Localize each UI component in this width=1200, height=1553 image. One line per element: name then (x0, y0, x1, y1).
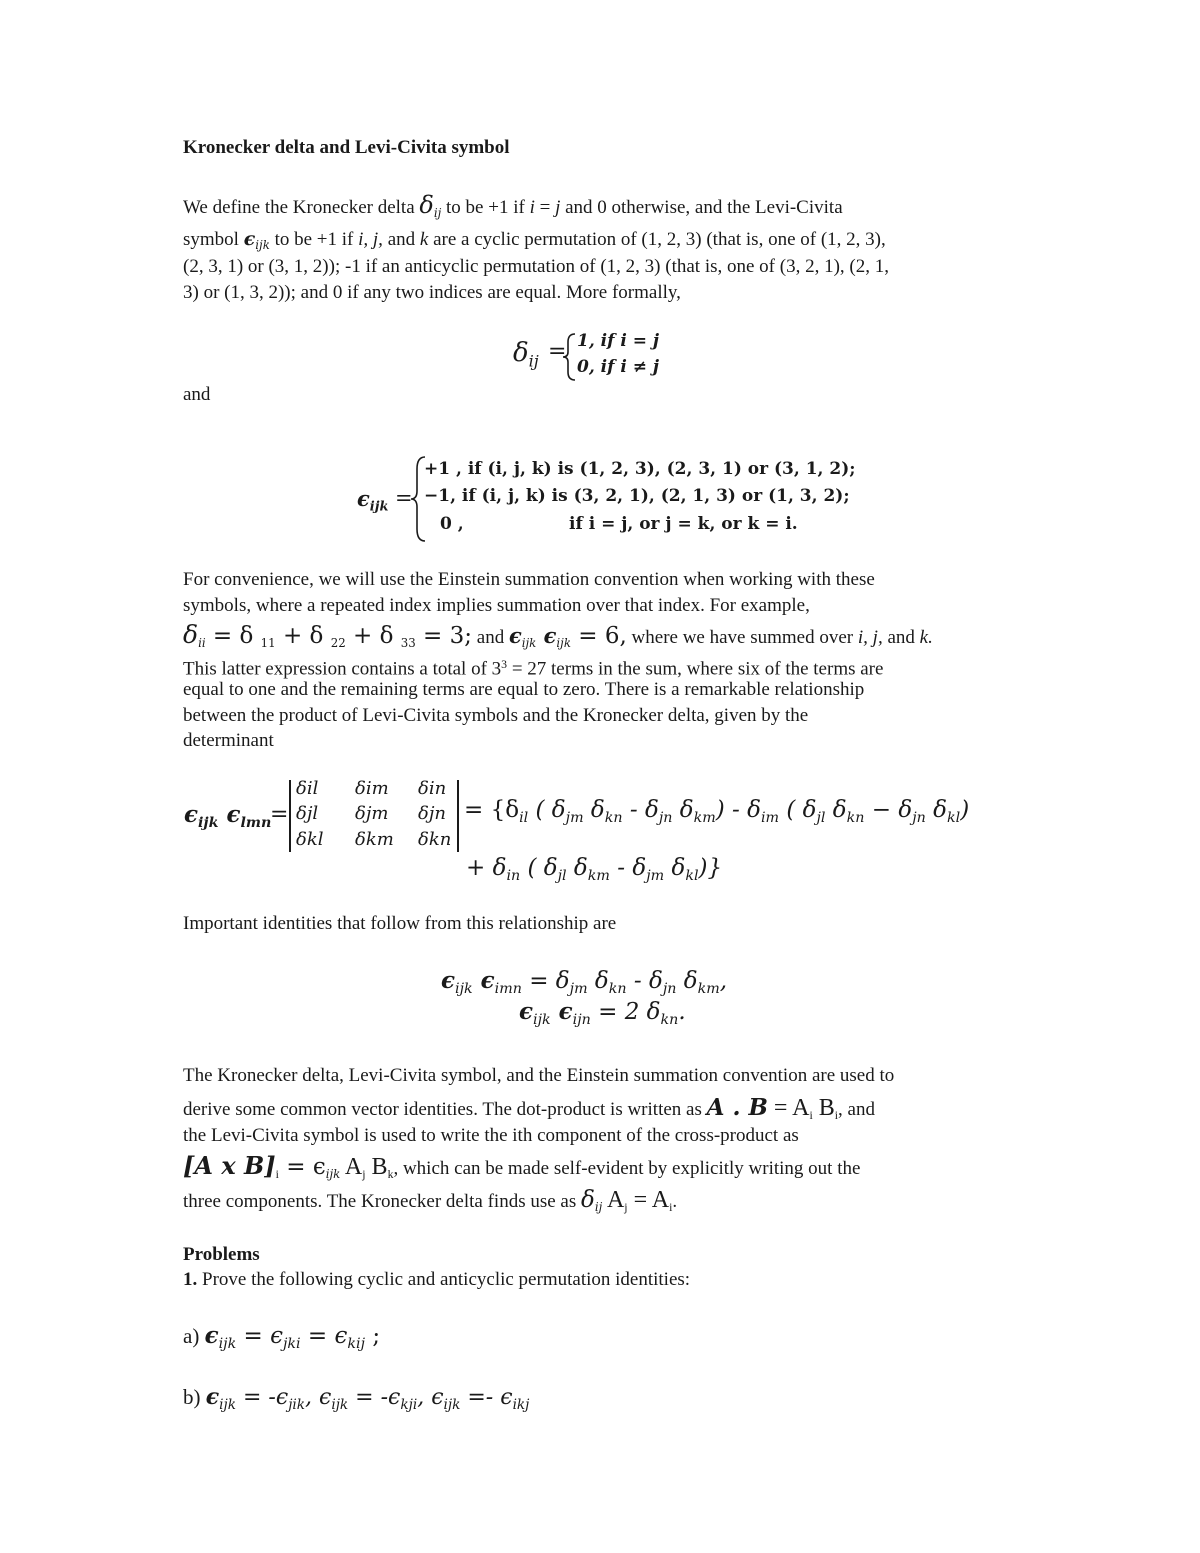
subscript: kji (400, 1396, 418, 1413)
eq1-brace (562, 332, 578, 382)
eq1-equals: = (548, 339, 567, 364)
subscript: ijk (198, 814, 219, 831)
text: to be +1 if (269, 229, 359, 250)
math: A (340, 1154, 363, 1180)
subscript: im (760, 809, 780, 826)
eq3-lhs (184, 801, 271, 831)
math: - δ (622, 797, 659, 823)
eq1-row1: 1, if i = j (577, 331, 660, 351)
subscript: in (506, 867, 521, 884)
math: = δ (521, 968, 570, 994)
var: i (529, 197, 535, 218)
epsilon-symbol: ϵ (519, 998, 534, 1025)
subscript: ijk (369, 499, 389, 515)
subscript: kn (846, 809, 865, 826)
summation-line-1: For convenience, we will use the Einstein summation convention when working with these (183, 569, 875, 590)
text: , and (838, 1099, 875, 1120)
math: − δ (864, 797, 913, 823)
epsilon-symbol: ϵ (472, 967, 495, 994)
subscript: ijk (556, 636, 571, 651)
item-label: b) (183, 1385, 206, 1409)
text: and (382, 229, 420, 250)
subscript: jn (912, 809, 926, 826)
delta-symbol: δ (581, 1187, 595, 1213)
subscript: km (693, 809, 716, 826)
subscript: i (809, 1109, 813, 1123)
math: B (812, 1095, 835, 1121)
text: Prove the following cyclic and anticyclic permutation identities: (197, 1269, 691, 1290)
subscript: il (519, 809, 529, 826)
subscript: ijk (455, 980, 473, 997)
subscript: jm (569, 980, 588, 997)
subscript: i (834, 1109, 839, 1123)
subscript: kn (660, 1011, 679, 1028)
subscript: jn (658, 809, 673, 826)
text: = 27 terms in the sum, where six of the terms are (507, 658, 884, 680)
text: This latter expression contains a total of 3 (183, 658, 502, 680)
item-label: a) (183, 1324, 205, 1348)
math: = A (767, 1095, 810, 1121)
math: δ (566, 855, 588, 881)
math: , ϵ (417, 1385, 444, 1410)
subscript: ijk (521, 636, 537, 651)
math: = -ϵ (348, 1385, 401, 1410)
math: + δ (275, 623, 331, 649)
subscript: i (669, 1201, 673, 1215)
text: to be +1 if (441, 197, 530, 218)
subscript: ii (198, 636, 206, 651)
subscript: jl (557, 867, 567, 884)
subscript: ijk (255, 238, 270, 253)
math: [A x B] (183, 1151, 276, 1180)
intro-line-4: 3) or (1, 3, 2)); and 0 if any two indices are equal. More formally, (183, 282, 681, 303)
subscript: kl (685, 867, 699, 884)
math: = ϵ (236, 1323, 283, 1349)
subscript: ijk (533, 1011, 551, 1028)
math: = 3; (415, 623, 473, 649)
subscript: jik (288, 1396, 306, 1413)
math: A . B (706, 1094, 768, 1121)
subscript: ij (594, 1200, 603, 1215)
text: and 0 otherwise, and the Levi-Civita (560, 197, 843, 218)
eq2-row2: −1, if (i, j, k) is (3, 2, 1), (2, 1, 3) or (1, 3, 2); (424, 486, 850, 506)
eq3-rhs-line-1 (464, 797, 969, 826)
epsilon-symbol: ϵ (441, 967, 456, 994)
subscript: ijk (331, 1396, 349, 1413)
epsilon-symbol: ϵ (204, 1322, 219, 1349)
matrix-cell: δin (418, 778, 447, 799)
math: + δ (466, 855, 507, 881)
matrix-cell: δjn (418, 803, 447, 824)
matrix-cell: δim (355, 778, 389, 799)
identity-2 (519, 998, 686, 1028)
math: B (365, 1154, 388, 1180)
subscript: jm (565, 809, 584, 826)
subscript: imn (494, 980, 522, 997)
math: = ϵ (278, 1154, 326, 1180)
epsilon-symbol: ϵ (184, 801, 199, 828)
intro-line-3: (2, 3, 1) or (3, 1, 2)); -1 if an anticyclic permutation of (1, 2, 3) (that is, one of (3, 2, 1), (2, 1, (183, 256, 889, 277)
subscript: ikj (512, 1396, 530, 1413)
math: ( δ (520, 855, 558, 881)
matrix-cell: δkm (355, 829, 394, 850)
math: = -ϵ (236, 1385, 289, 1410)
matrix-cell: δjl (296, 803, 319, 824)
math: δ (825, 797, 847, 823)
text: = (534, 197, 556, 218)
vector-line-1: The Kronecker delta, Levi-Civita symbol, and the Einstein summation convention are used to (183, 1065, 895, 1086)
summation-line-2: symbols, where a repeated index implies summation over that index. For example, (183, 595, 810, 616)
epsilon-symbol: ϵ (243, 228, 256, 250)
math: δ (583, 797, 605, 823)
eq1-lhs (513, 338, 539, 371)
problem-1b (183, 1384, 529, 1413)
subscript: k (387, 1168, 394, 1182)
subscript: kn (604, 809, 623, 826)
subscript: jm (646, 867, 665, 884)
summation-line-5: equal to one and the remaining terms are equal to zero. There is a remarkable relationship (183, 679, 865, 700)
math: = A (627, 1187, 670, 1213)
var: k. (919, 627, 933, 648)
text: and (882, 627, 920, 648)
math: ( δ (528, 797, 566, 823)
delta-symbol: δ (419, 191, 434, 219)
text: symbol (183, 229, 244, 250)
math: =- ϵ (460, 1385, 513, 1410)
math: = 6, (570, 623, 627, 649)
eq2-row1: +1 , if (i, j, k) is (1, 2, 3), (2, 3, 1) or (3, 1, 2); (424, 459, 856, 479)
subscript: j (624, 1201, 628, 1215)
subscript: km (697, 980, 720, 997)
subscript: j (362, 1168, 366, 1182)
math: + δ (345, 623, 401, 649)
eq2-row3-value: 0 , (440, 514, 464, 534)
determinant-left-bar (289, 780, 291, 852)
math: = ϵ (300, 1323, 348, 1349)
subscript: ijk (325, 1167, 341, 1182)
math: = {δ (464, 797, 520, 823)
subscript: i (275, 1168, 279, 1182)
var: k (419, 229, 429, 250)
text: derive some common vector identities. The dot-product is written as (183, 1099, 707, 1120)
subscript: ijn (572, 1011, 591, 1028)
math: ) - δ (715, 797, 761, 823)
math: δ (672, 797, 694, 823)
subscript: kl (947, 809, 961, 826)
subscript: ijk (219, 1396, 236, 1413)
math: A (602, 1187, 625, 1213)
math: δ (925, 797, 948, 823)
subscript: jn (662, 980, 677, 997)
eq3-equals: = (270, 802, 289, 827)
math: , (719, 968, 728, 994)
math: - δ (609, 855, 647, 881)
var: j (555, 197, 561, 218)
subscript: lmn (240, 814, 272, 831)
subscript: ij (433, 206, 442, 221)
vector-line-4 (183, 1153, 860, 1188)
matrix-cell: δil (296, 778, 319, 799)
epsilon-symbol: ϵ (218, 801, 241, 828)
subscript: ijk (443, 1396, 461, 1413)
problems-heading: Problems (183, 1244, 260, 1265)
matrix-cell: δkl (296, 829, 324, 850)
problem-number: 1. (183, 1269, 198, 1290)
math: δ (587, 968, 609, 994)
delta-symbol: δ (513, 338, 529, 368)
math: , ϵ (305, 1385, 332, 1410)
text: three components. The Kronecker delta finds use as (183, 1191, 581, 1212)
subscript: jl (816, 809, 826, 826)
math: )} (698, 855, 723, 881)
problem-1a (183, 1322, 380, 1352)
important-identities-intro: Important identities that follow from this relationship are (183, 913, 617, 934)
text: and (472, 627, 509, 648)
eq3-rhs-line-2 (466, 855, 722, 884)
vector-line-3: the Levi-Civita symbol is used to write the ith component of the cross-product as (183, 1125, 799, 1146)
eq2-equals: = (395, 486, 413, 510)
math: ) (960, 797, 970, 823)
eq2-lhs (357, 486, 388, 515)
subscript: ijk (218, 1335, 237, 1352)
math: = 2 δ (590, 999, 661, 1025)
math: = δ (205, 623, 261, 649)
epsilon-symbol: ϵ (508, 623, 522, 648)
math: - δ (626, 968, 663, 994)
epsilon-symbol: ϵ (357, 486, 370, 511)
math: ( δ (779, 797, 817, 823)
delta-symbol: δ (183, 620, 199, 649)
text: where we have summed over (626, 627, 858, 648)
summation-line-7: determinant (183, 730, 274, 751)
subscript: 33 (400, 636, 416, 651)
epsilon-symbol: ϵ (536, 623, 557, 648)
subscript: kn (608, 980, 627, 997)
problem-1 (183, 1267, 690, 1293)
subscript: km (587, 867, 610, 884)
intro-line-1 (183, 193, 843, 227)
text: . (672, 1191, 678, 1212)
document-title: Kronecker delta and Levi-Civita symbol (183, 137, 510, 158)
subscript: ij (528, 351, 539, 371)
vector-line-5 (183, 1188, 677, 1221)
subscript: kij (347, 1335, 366, 1352)
epsilon-symbol: ϵ (550, 998, 573, 1025)
and-word: and (183, 384, 211, 405)
eq2-row3-condition: if i = j, or j = k, or k = i. (569, 514, 798, 534)
math: δ (664, 855, 686, 881)
text: We define the Kronecker delta (183, 197, 420, 218)
epsilon-symbol: ϵ (205, 1384, 220, 1410)
subscript: jki (283, 1335, 301, 1352)
text: are a cyclic permutation of (1, 2, 3) (that is, one of (1, 2, 3), (428, 229, 886, 250)
var: i, j, (857, 627, 883, 648)
math: ; (365, 1323, 381, 1349)
math: . (678, 999, 686, 1025)
determinant-right-bar (457, 780, 459, 852)
text: , which can be made self-evident by explicitly writing out the (393, 1158, 861, 1179)
subscript: 22 (330, 636, 346, 651)
identity-1 (441, 967, 727, 997)
subscript: 11 (260, 636, 276, 651)
math: δ (676, 968, 698, 994)
matrix-cell: δjm (355, 803, 389, 824)
summation-line-6: between the product of Levi-Civita symbols and the Kronecker delta, given by the (183, 705, 809, 726)
superscript: 3 (501, 658, 508, 671)
var: i, j, (358, 229, 383, 250)
matrix-cell: δkn (418, 829, 452, 850)
eq1-row2: 0, if i ≠ j (577, 357, 660, 377)
